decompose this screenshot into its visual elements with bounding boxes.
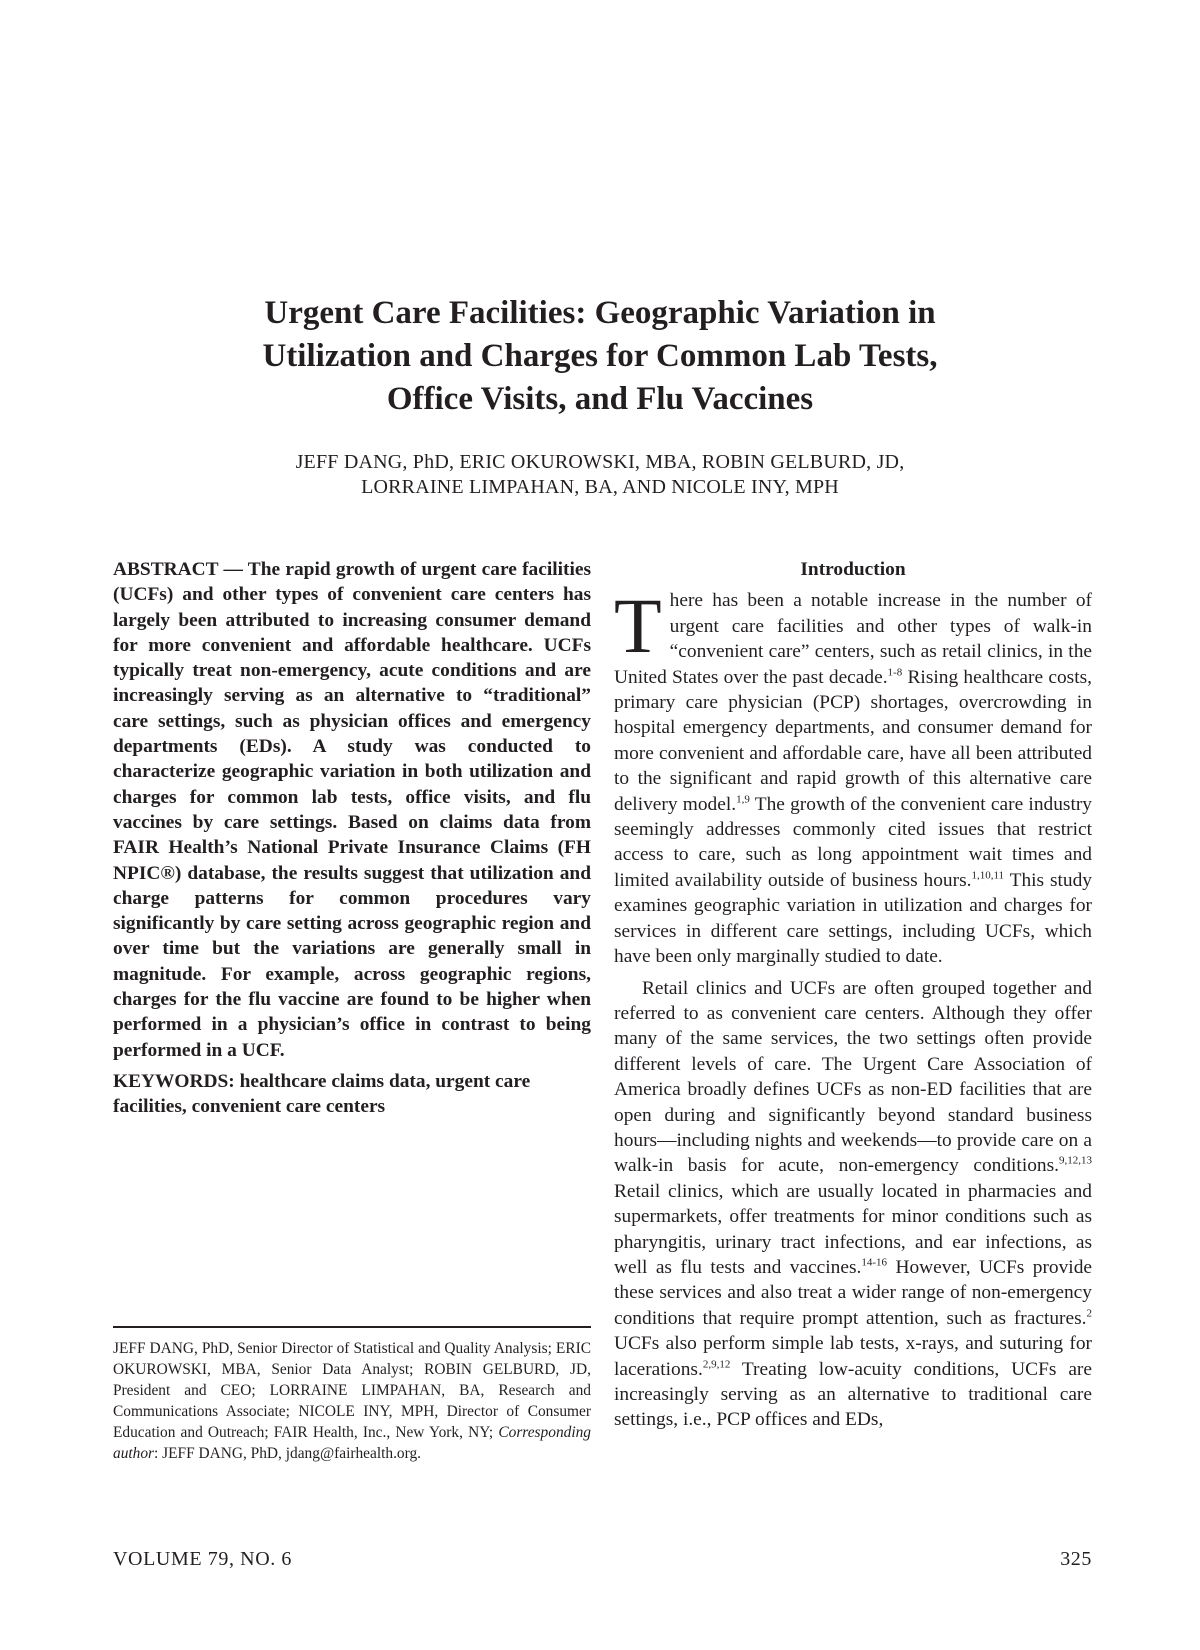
right-column bbox=[614, 557, 1092, 1433]
text-run: Retail clinics and UCFs are often grouped together and referred to as convenient care centers. Although they offer many of the same services, the two settings often provide different levels of care. The Urgent Care Association of America broadly defines UCFs as non-ED facilities that are open during and significantly beyond standard business hours—including nights and weekends—to provide care on a walk-in basis for acute, non-emergency conditions. bbox=[614, 977, 1092, 1177]
intro-paragraph-1 bbox=[614, 582, 1092, 969]
text-run: However, UCFs provide these services and also treat a wider range of non-emergency conditions that require prompt attention, such as fractures. bbox=[614, 1256, 1092, 1329]
text-run: UCFs also perform simple lab tests, x-rays, and suturing for lacerations. bbox=[614, 1333, 1092, 1380]
keywords-text: KEYWORDS: healthcare claims data, urgent care facilities, convenient care centers bbox=[113, 1070, 531, 1118]
author-footnote bbox=[113, 1326, 591, 1464]
citation: 2 bbox=[1086, 1307, 1092, 1320]
author-line: LORRAINE LIMPAHAN, BA, AND NICOLE INY, MPH bbox=[361, 476, 839, 498]
drop-cap: T bbox=[614, 582, 662, 670]
author-line: JEFF DANG, PhD, ERIC OKUROWSKI, MBA, ROBIN GELBURD, JD, bbox=[295, 451, 905, 473]
footer-page-number: 325 bbox=[1060, 1548, 1092, 1570]
citation: 1-8 bbox=[887, 666, 903, 679]
citation: 9,12,13 bbox=[1059, 1154, 1092, 1167]
intro-paragraph-2 bbox=[614, 976, 1092, 1433]
text-run: The growth of the convenient care industry seemingly addresses commonly cited issues that restrict access to care, such as long appointment wait times and limited availability outside of business hours. bbox=[614, 793, 1092, 891]
text-run: Treating low-acuity conditions, UCFs are increasingly serving as an alternative to traditional care settings, i.e., PCP offices and EDs, bbox=[614, 1358, 1092, 1431]
text-run: here has been a notable increase in the number of urgent care facilities and other types of walk-in “convenient care” centers, such as retail clinics, in the United States over the past decade. bbox=[614, 590, 1092, 688]
abstract-text: ABSTRACT — The rapid growth of urgent care facilities (UCFs) and other types of convenient care centers has largely been attributed to increasing consumer demand for more convenient and affordable healthcare. UCFs typically treat non-emergency, acute conditions and are increasingly serving as an alternative to “traditional” care settings, such as physician offices and emergency departments (EDs). A study was conducted to characterize geographic variation in both utilization and charges for common lab tests, office visits, and flu vaccines by care settings. Based on claims data from FAIR Health’s National Private Insurance Claims (FH NPIC®) database, the results suggest that utilization and charge patterns for common procedures vary significantly by care setting across geographic region and over time but the variations are generally small in magnitude. For example, across geographic regions, charges for the flu vaccine are found to be higher when performed in a physician’s office in contrast to being performed in a UCF. bbox=[113, 559, 591, 1061]
author-list bbox=[150, 450, 1050, 500]
text-run: Retail clinics, which are usually located in pharmacies and supermarkets, offer treatments for minor conditions such as pharyngitis, urinary tract infections, and ear infections, as well as flu tests and vaccines. bbox=[614, 1180, 1092, 1278]
title-line: Office Visits, and Flu Vaccines bbox=[386, 381, 814, 417]
text-run: This study examines geographic variation in utilization and charges for services in different care settings, including UCFs, which have been only marginally studied to date. bbox=[614, 869, 1092, 968]
citation: 2,9,12 bbox=[702, 1358, 731, 1371]
title-line: Utilization and Charges for Common Lab Tests, bbox=[262, 338, 938, 374]
text-run: Rising healthcare costs, primary care physician (PCP) shortages, overcrowding in hospital emergency departments, and consumer demand for more convenient and affordable care, have all been attributed to the significant and rapid growth of this alternative care delivery model. bbox=[614, 666, 1092, 815]
footnote-affiliations: JEFF DANG, PhD, Senior Director of Statistical and Quality Analysis; ERIC OKUROWSKI, MBA, Senior Data Analyst; ROBIN GELBURD, JD, President and CEO; LORRAINE LIMPAHAN, BA, Research and Communications Associate; NICOLE INY, MPH, Director of Consumer Education and Outreach; FAIR Health, Inc., New York, NY; bbox=[113, 1340, 591, 1441]
footnote-corresponding-label: Corresponding author bbox=[113, 1424, 591, 1462]
citation: 1,9 bbox=[736, 793, 750, 806]
citation: 14-16 bbox=[861, 1256, 888, 1269]
footnote-contact: : JEFF DANG, PhD, jdang@fairhealth.org. bbox=[154, 1445, 422, 1462]
citation: 1,10,11 bbox=[971, 869, 1005, 882]
title-line: Urgent Care Facilities: Geographic Variation in bbox=[264, 295, 936, 331]
footer-volume: VOLUME 79, NO. 6 bbox=[113, 1548, 293, 1570]
section-heading-introduction: Introduction bbox=[800, 559, 906, 580]
article-title bbox=[150, 292, 1050, 421]
left-column bbox=[113, 557, 591, 1120]
